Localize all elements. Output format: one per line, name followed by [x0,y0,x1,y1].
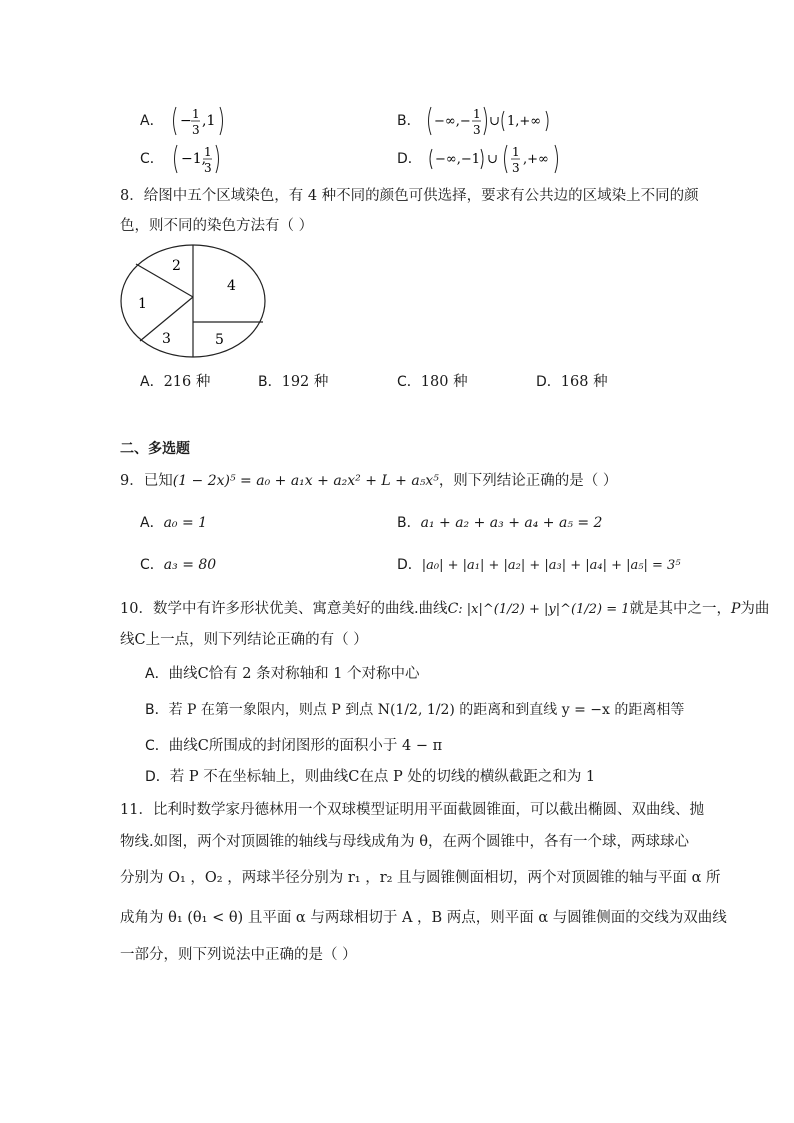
q11-line5: 一部分，则下列说法中正确的是（ ） [120,947,357,963]
q9-option-a-text: a₀ = 1 [163,515,208,531]
svg-text:1: 1 [192,107,200,121]
q9-option-d-label: D． [397,557,422,573]
q9-option-a [140,512,207,533]
region-label-4: 4 [227,278,236,294]
q10-line1 [120,599,769,620]
svg-text:3: 3 [192,123,200,137]
q10-option-a-label: A． [145,666,169,682]
svg-text:,1: ,1 [202,113,216,129]
region-label-3: 3 [162,331,171,347]
q8-option-d-label: D． [536,374,561,390]
q11-line2: 物线.如图，两个对顶圆锥的轴线与母线成角为 θ，在两个圆锥中，各有一个球，两球球心 [120,834,689,850]
q8-option-c-text: 180 种 [420,374,468,390]
q9-option-b [397,512,602,533]
section-heading: 二、多选题 [120,441,190,457]
q8-option-b [258,372,328,392]
q10-line1-text-d: 为曲 [740,601,770,617]
svg-text:1: 1 [203,145,212,159]
q9-option-c-label: C． [140,557,164,573]
q8-line2: 色，则不同的染色方法有（ ） [120,218,314,234]
svg-text:1,+∞: 1,+∞ [507,114,542,129]
q9-formula: (1 − 2x)⁵ = a₀ + a₁x + a₂x² + L + a₅x⁵ [172,473,439,489]
q10-line1-text-b: 就是其中之一， [629,601,731,617]
q10-option-d-label: D． [145,769,170,785]
svg-text:1: 1 [511,145,520,159]
q8-option-c-label: C． [397,374,421,390]
q8-line1: 8．给图中五个区域染色，有 4 种不同的颜色可供选择，要求有公共边的区域染上不同的颜 [120,188,699,204]
q7-option-d-math [427,142,577,176]
q9-option-d [397,554,681,576]
svg-text:−∞,−1: −∞,−1 [434,152,480,167]
q9-prefix: 9．已知 [120,473,173,489]
svg-text:∪: ∪ [489,114,501,129]
svg-text:3: 3 [203,161,212,175]
q8-option-b-text: 192 种 [281,374,329,390]
q10-option-a [145,664,420,684]
q10-curve-equation: : |x|^(1/2) + |y|^(1/2) = 1 [458,602,630,617]
region-label-1: 1 [138,296,147,312]
q10-option-c-text: 曲线C所围成的封闭图形的面积小于 4 − π [168,738,443,754]
q7-option-b-math [425,104,575,138]
q10-option-b-text: 若 P 在第一象限内，则点 P 到点 N(1/2, 1/2) 的距离和到直线 y = −x 的距离相等 [168,702,685,718]
q8-option-d [536,372,608,392]
q8-option-a-text: 216 种 [163,374,211,390]
q10-option-b-label: B． [145,702,169,718]
q7-option-c-label: C． [140,151,164,167]
q7-option-c-math [171,142,251,176]
q7-option-b [397,104,575,138]
region-label-5: 5 [215,332,224,348]
q10-point-p: P [731,601,741,617]
q8-option-d-text: 168 种 [560,374,608,390]
q10-option-d-text: 若 P 不在坐标轴上，则曲线C在点 P 处的切线的横纵截距之和为 1 [169,769,596,785]
q8-option-b-label: B． [258,374,282,390]
svg-text:∪: ∪ [486,152,498,167]
svg-text:3: 3 [473,123,482,137]
q9-suffix: ，则下列结论正确的是（ ） [438,473,618,489]
q11-line4: 成角为 θ₁ (θ₁ < θ) 且平面 α 与两球相切于 A ，B 两点，则平面 α 与圆锥侧面的交线为双曲线 [120,910,727,926]
q10-option-a-text: 曲线C恰有 2 条对称轴和 1 个对称中心 [168,666,420,682]
q9-option-c [140,554,216,575]
q10-option-c [145,736,442,756]
q9-option-d-text: |a₀| + |a₁| + |a₂| + |a₃| + |a₄| + |a₅| = 3⁵ [421,558,681,573]
q7-option-a-label: A． [140,113,164,129]
q9-option-b-label: B． [397,515,421,531]
q9-option-c-text: a₃ = 80 [163,557,217,573]
q11-line1: 11．比利时数学家丹德林用一个双球模型证明用平面截圆锥面，可以截出椭圆、双曲线、抛 [120,802,704,818]
q7-option-c [140,142,251,176]
svg-text:−∞,−: −∞,− [434,114,472,129]
q9-stem [120,471,617,491]
q8-option-c [397,372,468,392]
svg-text:1: 1 [473,107,482,121]
q7-option-b-label: B． [397,113,421,129]
q10-option-c-label: C． [145,738,169,754]
q10-curve-name: C [447,601,459,617]
svg-text:−: − [180,113,193,129]
q7-option-a [140,104,250,138]
q9-option-b-text: a₁ + a₂ + a₃ + a₄ + a₅ = 2 [420,515,603,531]
svg-text:,+∞: ,+∞ [522,152,549,167]
q11-line3: 分别为 O₁ ，O₂ ，两球半径分别为 r₁ ，r₂ 且与圆锥侧面相切，两个对顶圆锥的轴与平面 α 所 [120,870,721,886]
svg-text:−1,: −1, [180,151,206,167]
q8-option-a-label: A． [140,374,164,390]
q7-option-d [397,142,577,176]
q7-option-d-label: D． [397,151,422,167]
q7-option-a-math [170,104,250,138]
svg-text:3: 3 [511,161,520,175]
q9-option-a-label: A． [140,515,164,531]
q10-line1-text: 10．数学中有许多形状优美、寓意美好的曲线.曲线 [120,601,448,617]
region-label-2: 2 [172,258,181,274]
q8-region-figure [118,242,270,362]
q10-option-b [145,700,684,720]
q8-option-a [140,372,210,392]
q10-line2: 线C上一点，则下列结论正确的有（ ） [120,632,368,648]
q10-option-d [145,767,595,787]
